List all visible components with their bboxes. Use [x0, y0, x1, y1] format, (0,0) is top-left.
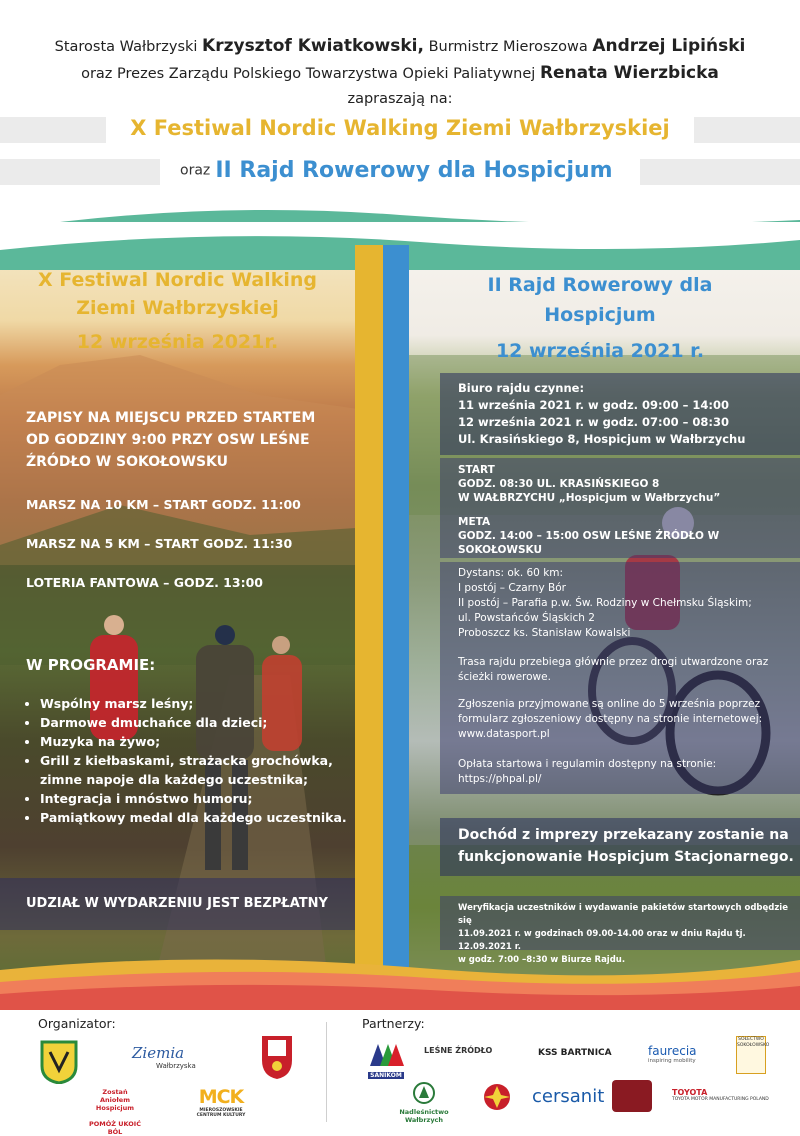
distance-info — [458, 566, 752, 641]
right-date: 12 września 2021 r. — [495, 340, 705, 362]
free-participation: UDZIAŁ W WYDARZENIU JEST BEZPŁATNY — [26, 896, 328, 911]
header-pre1: Starosta Wałbrzyski — [54, 39, 198, 55]
left-title-l2: Ziemi Wałbrzyskiej — [76, 297, 279, 319]
registration-info — [26, 407, 315, 473]
march-10km: MARSZ NA 10 KM – START GODZ. 11:00 — [26, 497, 301, 512]
route-l2: ścieżki rowerowe. — [458, 671, 551, 683]
faurecia-logo-text: faurecia — [648, 1044, 697, 1058]
nadlesnictwo-text: Nadleśnictwo Wałbrzych — [399, 1108, 449, 1124]
right-title-l1: II Rajd Rowerowy dla — [487, 274, 713, 296]
left-title — [0, 266, 355, 356]
header-name1: Krzysztof Kwiatkowski, — [202, 36, 424, 56]
start-l1: GODZ. 08:30 UL. KRASIŃSKIEGO 8 — [458, 478, 660, 490]
nadlesnictwo-logo — [384, 1082, 464, 1124]
gold-stripe — [355, 245, 383, 997]
lottery: LOTERIA FANTOWA – GODZ. 13:00 — [26, 575, 263, 590]
header-name2: Andrzej Lipiński — [592, 36, 746, 56]
cersanit-logo: cersanit — [532, 1086, 605, 1107]
verify-l2: 11.09.2021 r. w godzinach 09.00-14.00 oraz w dniu Rajdu tj. 12.09.2021 r. — [458, 929, 746, 952]
kss-bartnica-logo: KSS BARTNICA — [538, 1048, 612, 1058]
online-reg-l1: Zgłoszenia przyjmowane są online do 5 września poprzez — [458, 698, 761, 710]
office-info — [458, 380, 745, 448]
registration-online — [458, 697, 762, 742]
reg-l2: OD GODZINY 9:00 PRZY OSW LEŚNE — [26, 432, 310, 448]
main-title-1: X Festiwal Nordic Walking Ziemi Wałbrzyskiej — [130, 116, 670, 140]
left-date: 12 września 2021r. — [76, 331, 279, 353]
main-title-2-pre: oraz — [180, 162, 211, 179]
program-item: • Grill z kiełbaskami, strażacka grochówka, — [40, 751, 356, 770]
right-title — [420, 270, 780, 366]
program-item: • Integracja i mnóstwo humoru; — [40, 789, 356, 808]
header-line-3: zapraszają na: — [347, 91, 453, 107]
header-line-2 — [0, 63, 800, 83]
online-reg-l2: formularz zgłoszeniowy dostępny na stronie internetowej: — [458, 713, 763, 725]
aniol-l2: Aniołem Hospicjum — [95, 1096, 135, 1112]
office-l1: 11 września 2021 r. w godz. 09:00 – 14:00 — [458, 398, 729, 412]
reg-l1: ZAPISY NA MIEJSCU PRZED STARTEM — [26, 410, 316, 426]
walbrzych-county-crest-icon — [40, 1040, 78, 1084]
office-title: Biuro rajdu czynne: — [458, 381, 585, 395]
mck-logo-text: MCK — [198, 1086, 244, 1108]
title-band-right — [694, 117, 800, 143]
income-info — [458, 824, 794, 868]
right-title-l2: Hospicjum — [544, 304, 656, 326]
pomoz-ukoic-bol: POMÓŻ UKOIĆ BÓL — [89, 1120, 141, 1136]
left-title-l1: X Festiwal Nordic Walking — [38, 269, 317, 291]
nadlesnictwo-emblem-icon — [413, 1082, 435, 1104]
toyota-logo-text: TOYOTA — [672, 1088, 708, 1097]
income-l1: Dochód z imprezy przekazany zostanie na — [458, 827, 789, 843]
partners-label: Partnerzy: — [362, 1016, 425, 1031]
ziemia-logo-sub: Wałbrzyska — [156, 1062, 196, 1070]
program-list — [26, 694, 356, 827]
header-mid1: Burmistrz Mieroszowa — [428, 39, 588, 55]
lesne-zrodlo-logo: LEŚNE ŹRÓDŁO — [424, 1046, 493, 1055]
header-line-1 — [0, 36, 800, 56]
meta-title: META — [458, 516, 491, 528]
hikers-photo — [0, 245, 400, 997]
aniol-hospicjum-logo — [86, 1088, 144, 1136]
ziemia-logo-text: Ziemia — [132, 1044, 185, 1062]
office-l2: 12 września 2021 r. w godz. 07:00 – 08:30 — [458, 415, 729, 429]
dist-l2: I postój – Czarny Bór — [458, 582, 566, 594]
sanikom-logo-text: SANIKOM — [368, 1072, 404, 1079]
sanikom-logo — [368, 1038, 404, 1078]
phpal-link[interactable]: https://phpal.pl/ — [458, 773, 542, 785]
main-title-2 — [180, 158, 640, 183]
toyota-logo — [672, 1088, 769, 1102]
fee-l1: Opłata startowa i regulamin dostępny na stronie: — [458, 758, 717, 770]
faurecia-logo — [648, 1044, 697, 1064]
aniol-l1: Zostań — [102, 1088, 128, 1096]
title-band-left — [0, 117, 106, 143]
program-item: • Darmowe dmuchańce dla dzieci; — [40, 713, 356, 732]
office-l3: Ul. Krasińskiego 8, Hospicjum w Wałbrzychu — [458, 432, 746, 446]
fire-brigade-logo-icon — [482, 1082, 512, 1112]
blue-stripe — [383, 245, 409, 997]
organizer-label: Organizator: — [38, 1016, 116, 1031]
march-5km: MARSZ NA 5 KM – START GODZ. 11:30 — [26, 536, 293, 551]
title2-band-right — [640, 159, 800, 185]
mieroszow-crest-icon — [260, 1030, 294, 1080]
header-name3: Renata Wierzbicka — [539, 63, 719, 83]
program-title: W PROGRAMIE: — [26, 656, 156, 674]
start-info — [458, 463, 800, 557]
program-item: • Wspólny marsz leśny; — [40, 694, 356, 713]
income-l2: funkcjonowanie Hospicjum Stacjonarnego. — [458, 849, 794, 865]
dist-l5: Proboszcz ks. Stanisław Kowalski — [458, 627, 631, 639]
meta-l1: GODZ. 14:00 – 15:00 OSW LEŚNE ŹRÓDŁO W SOKOŁOWSKU — [458, 530, 720, 556]
verify-info — [458, 902, 800, 967]
mck-logo-sub: MIEROSZOWSKIE CENTRUM KULTURY — [196, 1108, 246, 1118]
start-l2: W WAŁBRZYCHU „Hospicjum w Wałbrzychu” — [458, 492, 721, 504]
footer-divider — [326, 1022, 327, 1122]
route-l1: Trasa rajdu przebiega głównie przez drogi utwardzone oraz — [458, 656, 769, 668]
dist-l1: Dystans: ok. 60 km: — [458, 567, 564, 579]
program-item: • Pamiątkowy medal dla każdego uczestnika. — [40, 808, 356, 827]
header-pre2: oraz Prezes Zarządu Polskiego Towarzystwa Opieki Paliatywnej — [81, 66, 536, 82]
reg-l3: ŹRÓDŁO W SOKOŁOWSKU — [26, 454, 229, 470]
route-info — [458, 655, 768, 685]
verify-l1: Weryfikacja uczestników i wydawanie pakietów startowych odbędzie się — [458, 903, 788, 926]
toyota-logo-sub: TOYOTA MOTOR MANUFACTURING POLAND — [672, 1097, 769, 1102]
main-title-2-text: II Rajd Rowerowy dla Hospicjum — [215, 158, 613, 183]
verify-l3: w godz. 7:00 –8:30 w Biurze Rajdu. — [458, 955, 626, 965]
program-item: zimne napoje dla każdego uczestnika; — [40, 772, 309, 787]
dist-l4: ul. Powstańców Śląskich 2 — [458, 612, 595, 624]
faurecia-logo-sub: inspiring mobility — [648, 1058, 696, 1064]
dist-l3: II postój – Parafia p.w. Św. Rodziny w Chełmsku Śląskim; — [458, 597, 752, 609]
solectwo-sokolowsko-logo: SOŁECTWO SOKOŁOWSKO — [736, 1036, 766, 1074]
start-title: START — [458, 464, 495, 476]
program-item: • Muzyka na żywo; — [40, 732, 356, 751]
ziemia-walbrzyska-logo — [132, 1044, 212, 1074]
title2-band-left — [0, 159, 160, 185]
fee-info — [458, 757, 716, 787]
mck-logo — [196, 1086, 246, 1118]
datasport-link[interactable]: www.datasport.pl — [458, 728, 550, 740]
partner-red-logo — [612, 1080, 652, 1112]
